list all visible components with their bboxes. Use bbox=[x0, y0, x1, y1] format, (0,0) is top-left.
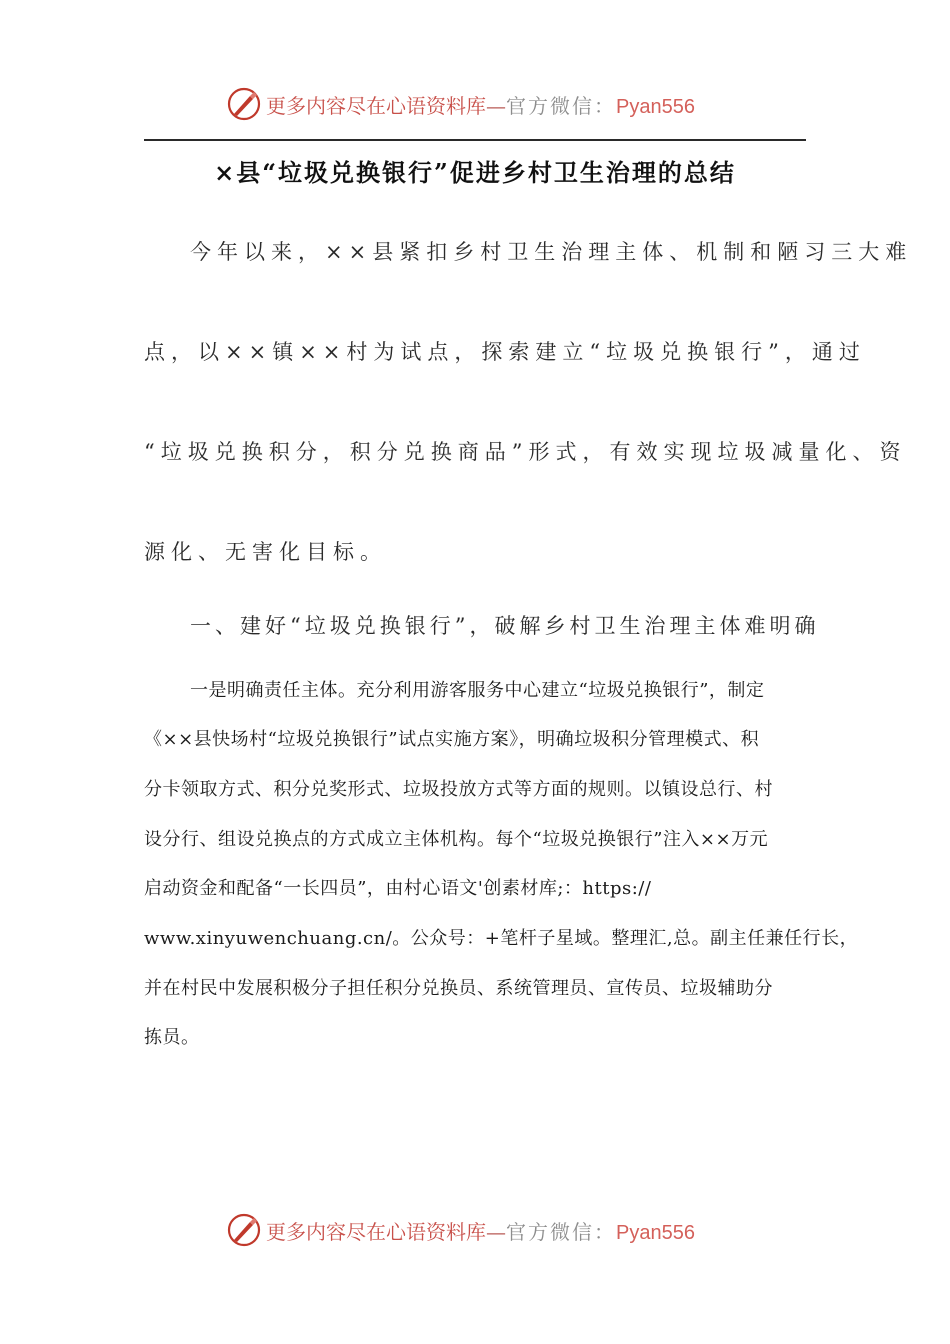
intro-line-1: 今年以来，××县紧扣乡村卫生治理主体、机制和陋习三大难 bbox=[190, 240, 913, 264]
banner-text bbox=[266, 90, 695, 119]
header-divider bbox=[144, 139, 806, 141]
body-line-3: 分卡领取方式、积分兑奖形式、垃圾投放方式等方面的规则。以镇设总行、村 bbox=[144, 779, 773, 800]
banner-account: Pyan556 bbox=[616, 96, 695, 118]
banner-dash: — bbox=[486, 94, 506, 118]
pen-logo-icon bbox=[226, 86, 262, 122]
banner-account: Pyan556 bbox=[616, 1222, 695, 1244]
section-heading: 一、建好“垃圾兑换银行”，破解乡村卫生治理主体难明确 bbox=[190, 614, 820, 638]
body-line-8: 拣员。 bbox=[144, 1027, 200, 1048]
banner-text bbox=[266, 1216, 695, 1245]
banner-main-text: 更多内容尽在心语资料库 bbox=[266, 94, 486, 118]
body-line-1: 一是明确责任主体。充分利用游客服务中心建立“垃圾兑换银行”，制定 bbox=[190, 680, 765, 701]
footer-watermark-banner bbox=[0, 1210, 950, 1250]
intro-line-2: 点，以××镇××村为试点，探索建立“垃圾兑换银行”，通过 bbox=[144, 340, 866, 364]
pen-logo-icon bbox=[226, 1212, 262, 1248]
body-line-2: 《××县快场村“垃圾兑换银行”试点实施方案》，明确垃圾积分管理模式、积 bbox=[144, 729, 760, 750]
banner-sub-text: 官方微信： bbox=[506, 1220, 616, 1244]
banner-dash: — bbox=[486, 1220, 506, 1244]
body-line-6: www.xinyuwenchuang.cn/。公众号：+笔杆子星域。整理汇,总。副主任兼任行长， bbox=[144, 928, 859, 949]
body-line-5: 启动资金和配备“一长四员”，由村心语文'创素材库;：https:// bbox=[144, 878, 652, 899]
body-line-4: 设分行、组设兑换点的方式成立主体机构。每个“垃圾兑换银行”注入××万元 bbox=[144, 829, 769, 850]
body-line-7: 并在村民中发展积极分子担任积分兑换员、系统管理员、宣传员、垃圾辅助分 bbox=[144, 978, 773, 999]
banner-main-text: 更多内容尽在心语资料库 bbox=[266, 1220, 486, 1244]
intro-line-3: “垃圾兑换积分，积分兑换商品”形式，有效实现垃圾减量化、资 bbox=[144, 440, 907, 464]
document-title: ×县“垃圾兑换银行”促进乡村卫生治理的总结 bbox=[214, 158, 736, 187]
intro-line-4: 源化、无害化目标。 bbox=[144, 540, 387, 564]
banner-sub-text: 官方微信： bbox=[506, 94, 616, 118]
header-watermark-banner bbox=[0, 84, 950, 124]
